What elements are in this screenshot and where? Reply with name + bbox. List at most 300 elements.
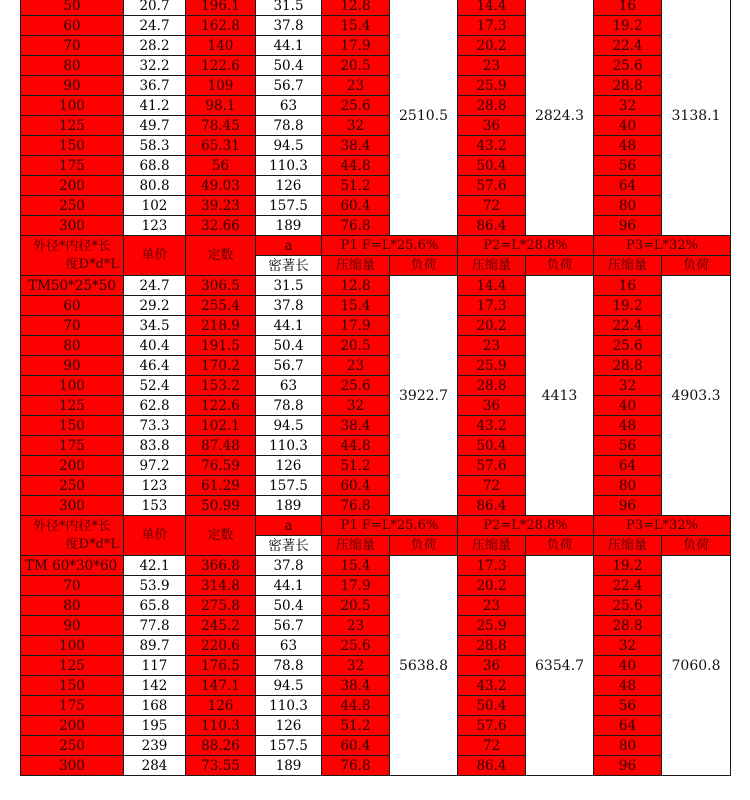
p2-compress-cell: 86.4	[458, 216, 526, 236]
table-row	[21, 76, 731, 96]
price-cell: 32.2	[124, 56, 186, 76]
table-row	[21, 0, 731, 16]
p3-compress-cell: 32	[594, 376, 662, 396]
price-cell: 80.8	[124, 176, 186, 196]
ratio-cell: 102.1	[186, 416, 256, 436]
size-cell: 300	[21, 496, 124, 516]
price-cell: 24.7	[124, 16, 186, 36]
p1-compress-cell: 44.8	[322, 156, 390, 176]
p2-compress-cell: 20.2	[458, 36, 526, 56]
size-cell: 125	[21, 396, 124, 416]
table-row	[21, 96, 731, 116]
p2-compress-cell: 23	[458, 56, 526, 76]
header-p2-load: 负荷	[526, 536, 594, 556]
price-cell: 102	[124, 196, 186, 216]
p3-compress-cell: 80	[594, 476, 662, 496]
price-cell: 20.7	[124, 0, 186, 16]
size-cell: 50	[21, 0, 124, 16]
table-row	[21, 416, 731, 436]
length-cell: 110.3	[256, 436, 322, 456]
table-row	[21, 56, 731, 76]
size-cell: 100	[21, 636, 124, 656]
p2-compress-cell: 72	[458, 476, 526, 496]
length-cell: 37.8	[256, 16, 322, 36]
p1-load-cell: 5638.8	[390, 556, 458, 776]
p2-compress-cell: 20.2	[458, 316, 526, 336]
header-p2-load: 负荷	[526, 256, 594, 276]
ratio-cell: 306.5	[186, 276, 256, 296]
p3-compress-cell: 16	[594, 276, 662, 296]
p3-compress-cell: 32	[594, 96, 662, 116]
p2-compress-cell: 43.2	[458, 416, 526, 436]
ratio-cell: 170.2	[186, 356, 256, 376]
p1-compress-cell: 25.6	[322, 376, 390, 396]
header-p1-load: 负荷	[390, 256, 458, 276]
ratio-cell: 255.4	[186, 296, 256, 316]
header-p1-compress: 压缩量	[322, 256, 390, 276]
price-cell: 73.3	[124, 416, 186, 436]
p1-compress-cell: 38.4	[322, 136, 390, 156]
table-row	[21, 16, 731, 36]
ratio-cell: 314.8	[186, 576, 256, 596]
section-2	[21, 276, 731, 516]
ratio-cell: 366.8	[186, 556, 256, 576]
length-cell: 189	[256, 216, 322, 236]
size-cell: 70	[21, 576, 124, 596]
p1-compress-cell: 12.8	[322, 0, 390, 16]
size-cell: 250	[21, 476, 124, 496]
size-cell: 90	[21, 76, 124, 96]
p1-compress-cell: 44.8	[322, 436, 390, 456]
price-cell: 284	[124, 756, 186, 776]
p2-compress-cell: 86.4	[458, 496, 526, 516]
header-size-line2: 度D*d*L	[65, 536, 119, 552]
p2-compress-cell: 50.4	[458, 696, 526, 716]
p3-compress-cell: 56	[594, 436, 662, 456]
p1-compress-cell: 76.8	[322, 216, 390, 236]
price-cell: 49.7	[124, 116, 186, 136]
length-cell: 189	[256, 756, 322, 776]
p3-compress-cell: 22.4	[594, 316, 662, 336]
ratio-cell: 78.45	[186, 116, 256, 136]
size-cell: 60	[21, 16, 124, 36]
p2-compress-cell: 17.3	[458, 556, 526, 576]
length-cell: 94.5	[256, 136, 322, 156]
ratio-cell: 32.66	[186, 216, 256, 236]
size-cell: 90	[21, 616, 124, 636]
table-row	[21, 596, 731, 616]
p1-compress-cell: 23	[322, 356, 390, 376]
length-cell: 110.3	[256, 156, 322, 176]
table-row	[21, 496, 731, 516]
table-row	[21, 576, 731, 596]
header-row	[21, 516, 731, 536]
header-price: 单价	[124, 236, 186, 276]
price-cell: 41.2	[124, 96, 186, 116]
header-size-line1: 外径*内径*长	[32, 238, 111, 254]
size-cell: 175	[21, 696, 124, 716]
p1-compress-cell: 15.4	[322, 16, 390, 36]
p3-compress-cell: 22.4	[594, 576, 662, 596]
section-3	[21, 556, 731, 776]
p3-compress-cell: 96	[594, 496, 662, 516]
table-row	[21, 276, 731, 296]
table-row	[21, 176, 731, 196]
p1-compress-cell: 12.8	[322, 276, 390, 296]
table-row	[21, 356, 731, 376]
price-cell: 89.7	[124, 636, 186, 656]
size-cell: TM 60*30*60	[21, 556, 124, 576]
section-3-header	[21, 516, 731, 556]
table-row	[21, 136, 731, 156]
p2-compress-cell: 28.8	[458, 376, 526, 396]
p3-compress-cell: 40	[594, 116, 662, 136]
length-cell: 44.1	[256, 316, 322, 336]
p2-compress-cell: 72	[458, 196, 526, 216]
p1-compress-cell: 17.9	[322, 36, 390, 56]
size-cell: 100	[21, 376, 124, 396]
length-cell: 31.5	[256, 0, 322, 16]
p3-compress-cell: 80	[594, 736, 662, 756]
size-cell: 100	[21, 96, 124, 116]
p1-compress-cell: 51.2	[322, 176, 390, 196]
price-cell: 117	[124, 656, 186, 676]
header-row	[21, 236, 731, 256]
table-row	[21, 216, 731, 236]
section-1	[21, 0, 731, 236]
size-cell: 175	[21, 436, 124, 456]
table-row	[21, 616, 731, 636]
p2-compress-cell: 43.2	[458, 676, 526, 696]
p2-compress-cell: 17.3	[458, 16, 526, 36]
price-cell: 195	[124, 716, 186, 736]
p3-compress-cell: 48	[594, 416, 662, 436]
size-cell: 60	[21, 296, 124, 316]
length-cell: 126	[256, 176, 322, 196]
section-2-header	[21, 236, 731, 276]
size-cell: 90	[21, 356, 124, 376]
length-cell: 56.7	[256, 616, 322, 636]
header-p1-compress: 压缩量	[322, 536, 390, 556]
table-row	[21, 696, 731, 716]
p2-load-cell: 6354.7	[526, 556, 594, 776]
header-p1: P1 F=L*25.6%	[322, 516, 458, 536]
p3-load-cell: 4903.3	[662, 276, 731, 516]
p2-compress-cell: 23	[458, 596, 526, 616]
p2-compress-cell: 50.4	[458, 156, 526, 176]
p3-compress-cell: 19.2	[594, 296, 662, 316]
p2-compress-cell: 14.4	[458, 276, 526, 296]
table-row	[21, 436, 731, 456]
header-p1-load: 负荷	[390, 536, 458, 556]
table-row	[21, 336, 731, 356]
size-cell: 80	[21, 336, 124, 356]
length-cell: 56.7	[256, 76, 322, 96]
table-row	[21, 116, 731, 136]
size-cell: 70	[21, 36, 124, 56]
p1-compress-cell: 15.4	[322, 296, 390, 316]
price-cell: 53.9	[124, 576, 186, 596]
length-cell: 94.5	[256, 416, 322, 436]
p2-compress-cell: 25.9	[458, 356, 526, 376]
price-cell: 40.4	[124, 336, 186, 356]
table-row	[21, 716, 731, 736]
header-length: 密著长	[256, 536, 322, 556]
ratio-cell: 76.59	[186, 456, 256, 476]
p3-compress-cell: 64	[594, 716, 662, 736]
size-cell: 80	[21, 596, 124, 616]
p2-compress-cell: 57.6	[458, 176, 526, 196]
p3-compress-cell: 28.8	[594, 76, 662, 96]
length-cell: 50.4	[256, 596, 322, 616]
ratio-cell: 109	[186, 76, 256, 96]
ratio-cell: 126	[186, 696, 256, 716]
price-cell: 77.8	[124, 616, 186, 636]
ratio-cell: 122.6	[186, 56, 256, 76]
p1-compress-cell: 51.2	[322, 456, 390, 476]
header-size-line1: 外径*内径*长	[32, 518, 111, 534]
size-cell: 80	[21, 56, 124, 76]
price-cell: 123	[124, 216, 186, 236]
p2-compress-cell: 57.6	[458, 456, 526, 476]
ratio-cell: 147.1	[186, 676, 256, 696]
price-cell: 83.8	[124, 436, 186, 456]
p1-compress-cell: 60.4	[322, 196, 390, 216]
header-p1: P1 F=L*25.6%	[322, 236, 458, 256]
p1-compress-cell: 17.9	[322, 316, 390, 336]
price-cell: 46.4	[124, 356, 186, 376]
p3-load-cell: 3138.1	[662, 0, 731, 236]
ratio-cell: 191.5	[186, 336, 256, 356]
price-cell: 123	[124, 476, 186, 496]
price-cell: 34.5	[124, 316, 186, 336]
p3-compress-cell: 28.8	[594, 616, 662, 636]
p1-compress-cell: 32	[322, 396, 390, 416]
length-cell: 78.8	[256, 656, 322, 676]
ratio-cell: 245.2	[186, 616, 256, 636]
length-cell: 189	[256, 496, 322, 516]
price-cell: 24.7	[124, 276, 186, 296]
table-row	[21, 456, 731, 476]
ratio-cell: 220.6	[186, 636, 256, 656]
length-cell: 94.5	[256, 676, 322, 696]
header-size-line2: 度D*d*L	[65, 256, 119, 272]
ratio-cell: 61.29	[186, 476, 256, 496]
header-p3: P3=L*32%	[594, 236, 731, 256]
p2-load-cell: 2824.3	[526, 0, 594, 236]
size-cell: 200	[21, 716, 124, 736]
ratio-cell: 162.8	[186, 16, 256, 36]
price-cell: 239	[124, 736, 186, 756]
p1-compress-cell: 23	[322, 76, 390, 96]
header-p2-compress: 压缩量	[458, 536, 526, 556]
p3-compress-cell: 64	[594, 456, 662, 476]
length-cell: 44.1	[256, 576, 322, 596]
table-row	[21, 736, 731, 756]
size-cell: 150	[21, 676, 124, 696]
price-cell: 168	[124, 696, 186, 716]
size-cell: TM50*25*50	[21, 276, 124, 296]
ratio-cell: 153.2	[186, 376, 256, 396]
p1-compress-cell: 76.8	[322, 756, 390, 776]
size-cell: 125	[21, 656, 124, 676]
size-cell: 70	[21, 316, 124, 336]
header-p3-compress: 压缩量	[594, 536, 662, 556]
size-cell: 150	[21, 136, 124, 156]
price-cell: 29.2	[124, 296, 186, 316]
p3-compress-cell: 96	[594, 756, 662, 776]
size-cell: 150	[21, 416, 124, 436]
table-row	[21, 756, 731, 776]
length-cell: 56.7	[256, 356, 322, 376]
length-cell: 126	[256, 456, 322, 476]
p2-compress-cell: 50.4	[458, 436, 526, 456]
p3-compress-cell: 25.6	[594, 336, 662, 356]
header-size	[21, 236, 124, 276]
p2-compress-cell: 14.4	[458, 0, 526, 16]
p1-compress-cell: 44.8	[322, 696, 390, 716]
header-p3: P3=L*32%	[594, 516, 731, 536]
p3-compress-cell: 56	[594, 156, 662, 176]
p1-compress-cell: 51.2	[322, 716, 390, 736]
table-row	[21, 476, 731, 496]
ratio-cell: 56	[186, 156, 256, 176]
p3-compress-cell: 80	[594, 196, 662, 216]
p1-compress-cell: 60.4	[322, 736, 390, 756]
ratio-cell: 98.1	[186, 96, 256, 116]
length-cell: 50.4	[256, 56, 322, 76]
size-cell: 250	[21, 736, 124, 756]
length-cell: 126	[256, 716, 322, 736]
p1-load-cell: 2510.5	[390, 0, 458, 236]
price-cell: 28.2	[124, 36, 186, 56]
p1-compress-cell: 32	[322, 116, 390, 136]
length-cell: 63	[256, 636, 322, 656]
p2-compress-cell: 36	[458, 656, 526, 676]
price-cell: 97.2	[124, 456, 186, 476]
ratio-cell: 110.3	[186, 716, 256, 736]
p2-compress-cell: 25.9	[458, 76, 526, 96]
p2-compress-cell: 72	[458, 736, 526, 756]
p1-compress-cell: 17.9	[322, 576, 390, 596]
table-row	[21, 36, 731, 56]
header-length: 密著长	[256, 256, 322, 276]
size-cell: 300	[21, 756, 124, 776]
table-row	[21, 636, 731, 656]
p1-compress-cell: 38.4	[322, 416, 390, 436]
p3-compress-cell: 64	[594, 176, 662, 196]
price-cell: 142	[124, 676, 186, 696]
header-a: a	[256, 516, 322, 536]
p3-compress-cell: 16	[594, 0, 662, 16]
size-cell: 200	[21, 456, 124, 476]
p3-compress-cell: 48	[594, 136, 662, 156]
p1-compress-cell: 20.5	[322, 596, 390, 616]
table-row	[21, 376, 731, 396]
header-p3-load: 负荷	[662, 536, 731, 556]
p3-compress-cell: 32	[594, 636, 662, 656]
p3-compress-cell: 48	[594, 676, 662, 696]
ratio-cell: 39.23	[186, 196, 256, 216]
p1-compress-cell: 76.8	[322, 496, 390, 516]
table-row	[21, 156, 731, 176]
p1-compress-cell: 25.6	[322, 96, 390, 116]
price-cell: 52.4	[124, 376, 186, 396]
size-cell: 300	[21, 216, 124, 236]
price-cell: 68.8	[124, 156, 186, 176]
header-ratio: 定数	[186, 236, 256, 276]
p3-compress-cell: 19.2	[594, 16, 662, 36]
header-ratio: 定数	[186, 516, 256, 556]
p2-compress-cell: 28.8	[458, 96, 526, 116]
length-cell: 44.1	[256, 36, 322, 56]
length-cell: 157.5	[256, 196, 322, 216]
header-size	[21, 516, 124, 556]
price-cell: 153	[124, 496, 186, 516]
price-cell: 36.7	[124, 76, 186, 96]
table-row	[21, 196, 731, 216]
length-cell: 63	[256, 376, 322, 396]
header-p3-load: 负荷	[662, 256, 731, 276]
ratio-cell: 73.55	[186, 756, 256, 776]
table-row	[21, 676, 731, 696]
price-cell: 65.8	[124, 596, 186, 616]
header-price: 单价	[124, 516, 186, 556]
ratio-cell: 196.1	[186, 0, 256, 16]
header-p2: P2=L*28.8%	[458, 516, 594, 536]
spec-table	[20, 0, 731, 776]
length-cell: 37.8	[256, 296, 322, 316]
length-cell: 78.8	[256, 116, 322, 136]
p1-compress-cell: 23	[322, 616, 390, 636]
p1-load-cell: 3922.7	[390, 276, 458, 516]
p2-compress-cell: 20.2	[458, 576, 526, 596]
p3-compress-cell: 40	[594, 396, 662, 416]
table-row	[21, 296, 731, 316]
p3-compress-cell: 19.2	[594, 556, 662, 576]
table-row	[21, 316, 731, 336]
price-cell: 42.1	[124, 556, 186, 576]
size-cell: 125	[21, 116, 124, 136]
size-cell: 250	[21, 196, 124, 216]
p1-compress-cell: 32	[322, 656, 390, 676]
length-cell: 157.5	[256, 736, 322, 756]
header-p2: P2=L*28.8%	[458, 236, 594, 256]
length-cell: 157.5	[256, 476, 322, 496]
ratio-cell: 218.9	[186, 316, 256, 336]
ratio-cell: 140	[186, 36, 256, 56]
p1-compress-cell: 25.6	[322, 636, 390, 656]
p3-compress-cell: 56	[594, 696, 662, 716]
size-cell: 200	[21, 176, 124, 196]
header-p3-compress: 压缩量	[594, 256, 662, 276]
p2-compress-cell: 57.6	[458, 716, 526, 736]
size-cell: 175	[21, 156, 124, 176]
p2-compress-cell: 23	[458, 336, 526, 356]
table-row	[21, 396, 731, 416]
ratio-cell: 87.48	[186, 436, 256, 456]
length-cell: 31.5	[256, 276, 322, 296]
p1-compress-cell: 38.4	[322, 676, 390, 696]
p1-compress-cell: 15.4	[322, 556, 390, 576]
header-p2-compress: 压缩量	[458, 256, 526, 276]
p2-compress-cell: 36	[458, 116, 526, 136]
ratio-cell: 49.03	[186, 176, 256, 196]
p2-compress-cell: 17.3	[458, 296, 526, 316]
p3-compress-cell: 28.8	[594, 356, 662, 376]
p3-load-cell: 7060.8	[662, 556, 731, 776]
p3-compress-cell: 22.4	[594, 36, 662, 56]
